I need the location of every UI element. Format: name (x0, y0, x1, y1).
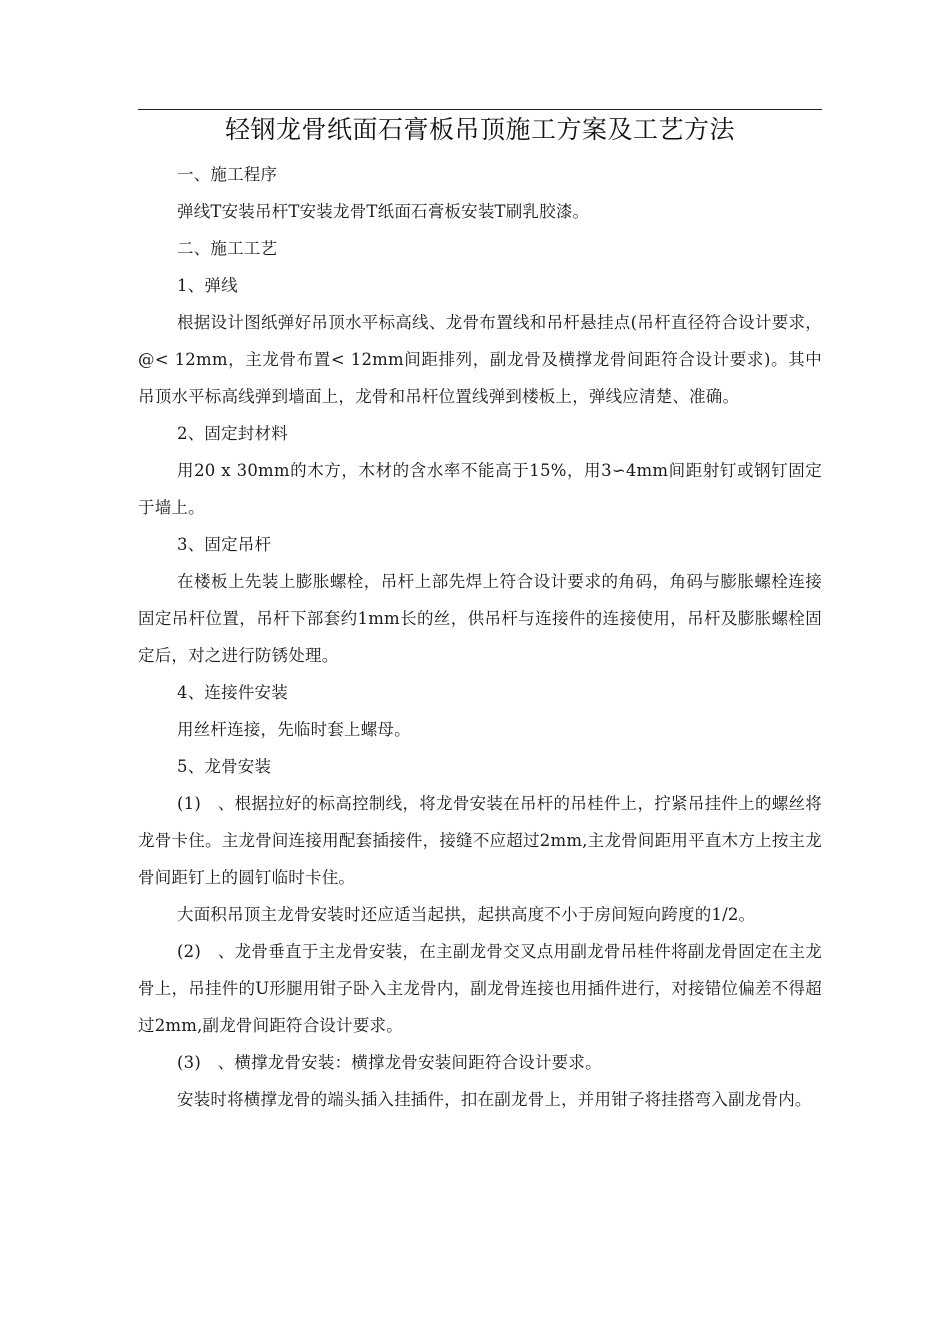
paragraph-fixing-material: 用20 x 30mm的木方，木材的含水率不能高于15%，用3∽4mm间距射钉或钢钉固定于墙上。 (138, 461, 822, 517)
paragraph-cross-keel: 安装时将横撑龙骨的端头插入挂插件，扣在副龙骨上，并用钳子将挂搭弯入副龙骨内。 (177, 1090, 812, 1109)
document-body (138, 156, 822, 1118)
section-heading-process: 二、施工工艺 (177, 239, 278, 258)
header-rule (138, 109, 822, 110)
procedure-sequence: 弹线T安装吊杆T安装龙骨T纸面石膏板安装T刷乳胶漆。 (177, 202, 590, 221)
paragraph-keel-step-3: (3) 、横撑龙骨安装：横撑龙骨安装间距符合设计要求。 (177, 1053, 602, 1072)
subheading-marking: 1、弹线 (177, 276, 238, 295)
subheading-connector: 4、连接件安装 (177, 683, 288, 702)
subheading-fixing-material: 2、固定封材料 (177, 424, 288, 443)
paragraph-arching: 大面积吊顶主龙骨安装时还应适当起拱，起拱高度不小于房间短向跨度的1/2。 (177, 905, 756, 924)
subheading-fixing-rods: 3、固定吊杆 (177, 535, 272, 554)
section-heading-procedure: 一、施工程序 (177, 165, 278, 184)
subheading-keel-install: 5、龙骨安装 (177, 757, 272, 776)
paragraph-fixing-rods: 在楼板上先装上膨胀螺栓，吊杆上部先焊上符合设计要求的角码，角码与膨胀螺栓连接固定吊杆位置，吊杆下部套约1mm长的丝，供吊杆与连接件的连接使用，吊杆及膨胀螺栓固定后，对之进行防锈处理。 (138, 572, 822, 665)
paragraph-keel-step-2: (2) 、龙骨垂直于主龙骨安装，在主副龙骨交叉点用副龙骨吊桂件将副龙骨固定在主龙骨上，吊挂件的U形腿用钳子卧入主龙骨内，副龙骨连接也用插件进行，对接错位偏差不得超过2mm,副龙骨间距符合设计要求。 (138, 942, 822, 1035)
paragraph-keel-step-1: (1) 、根据拉好的标高控制线，将龙骨安装在吊杆的吊桂件上，拧紧吊挂件上的螺丝将龙骨卡住。主龙骨间连接用配套插接件，接缝不应超过2mm,主龙骨间距用平直木方上按主龙骨间距钉上的圆钉临时卡住。 (138, 794, 822, 887)
paragraph-marking: 根据设计图纸弹好吊顶水平标高线、龙骨布置线和吊杆悬挂点(吊杆直径符合设计要求，@< 12mm，主龙骨布置< 12mm间距排列，副龙骨及横撑龙骨间距符合设计要求)。其中吊顶水平标高线弹到墙面上，龙骨和吊杆位置线弹到楼板上，弹线应清楚、准确。 (138, 313, 822, 406)
paragraph-connector: 用丝杆连接，先临时套上螺母。 (177, 720, 411, 739)
document-title: 轻钢龙骨纸面石膏板吊顶施工方案及工艺方法 (224, 115, 735, 144)
